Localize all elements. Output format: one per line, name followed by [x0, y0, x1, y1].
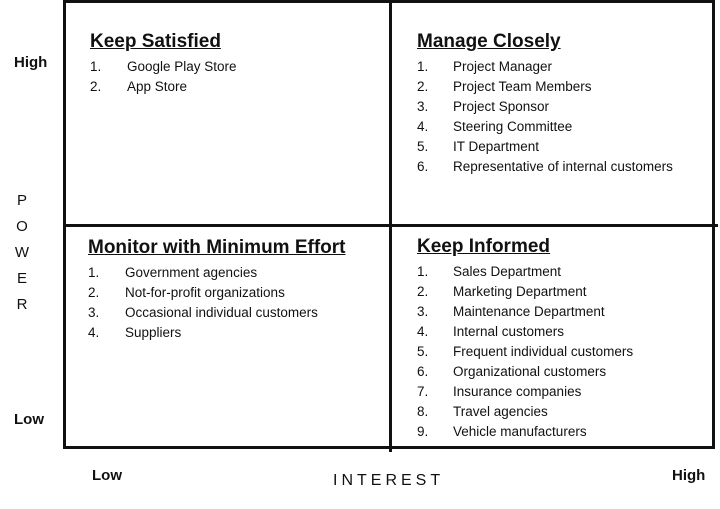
list-item — [417, 342, 633, 362]
list-item — [417, 77, 673, 97]
list-item-number: 1. — [88, 265, 100, 280]
list-item-number: 2. — [417, 284, 429, 299]
y-axis-title-letter: W — [14, 244, 30, 261]
list-item-number: 3. — [417, 304, 429, 319]
list-item-text: App Store — [127, 79, 188, 94]
y-axis-title-letter: E — [16, 270, 27, 287]
list-item — [417, 382, 633, 402]
x-axis-high-label: High — [672, 467, 706, 484]
list-item-text: Insurance companies — [453, 384, 582, 399]
quadrant-title: Keep Satisfied — [90, 31, 221, 52]
quadrant-manage-closely — [417, 27, 673, 177]
y-axis-title-letter: R — [16, 296, 28, 313]
list-item-text: IT Department — [453, 139, 540, 154]
list-item — [88, 323, 378, 343]
y-axis-low-label: Low — [14, 411, 44, 428]
list-item-text: Maintenance Department — [453, 304, 605, 319]
list-item-text: Sales Department — [453, 264, 562, 279]
list-item — [417, 362, 633, 382]
x-axis-low-label: Low — [92, 467, 122, 484]
list-item-number: 6. — [417, 364, 429, 379]
list-item — [90, 77, 237, 97]
list-item-text: Travel agencies — [453, 404, 548, 419]
list-item-text: Internal customers — [453, 324, 565, 339]
quadrant-keep-satisfied — [90, 27, 237, 97]
y-axis-title-letter: O — [16, 218, 28, 235]
list-item-text: Project Manager — [453, 59, 553, 74]
list-item-number: 8. — [417, 404, 429, 419]
list-item — [90, 57, 237, 77]
y-axis-high-label: High — [14, 54, 48, 71]
horizontal-divider — [63, 224, 718, 227]
x-axis-title: INTEREST — [333, 472, 445, 489]
quadrant-title: Keep Informed — [417, 236, 551, 257]
quadrant-list — [90, 57, 237, 97]
list-item-number: 4. — [417, 324, 429, 339]
list-item-number: 3. — [417, 99, 429, 114]
list-item-number: 2. — [417, 79, 429, 94]
list-item-number: 1. — [90, 59, 102, 74]
list-item — [88, 303, 378, 323]
list-item — [417, 157, 673, 177]
list-item-text: Project Sponsor — [453, 99, 550, 114]
list-item-number: 2. — [90, 79, 102, 94]
list-item — [417, 137, 673, 157]
list-item-number: 1. — [417, 59, 429, 74]
quadrant-title: Manage Closely — [417, 31, 561, 52]
list-item — [417, 302, 633, 322]
list-item-number: 4. — [88, 325, 100, 340]
quadrant-list — [417, 262, 633, 442]
list-item — [417, 402, 633, 422]
list-item-number: 9. — [417, 424, 429, 439]
list-item-text: Not-for-profit organizations — [125, 285, 285, 300]
list-item-number: 3. — [88, 305, 100, 320]
list-item — [417, 262, 633, 282]
list-item-text: Government agencies — [125, 265, 258, 280]
list-item-text: Google Play Store — [127, 59, 237, 74]
list-item — [417, 57, 673, 77]
y-axis-title-letter: P — [16, 192, 27, 209]
quadrant-list — [88, 263, 378, 343]
list-item-number: 5. — [417, 139, 429, 154]
list-item — [88, 263, 378, 283]
list-item-number: 7. — [417, 384, 429, 399]
quadrant-list — [417, 57, 673, 177]
list-item-text: Suppliers — [125, 325, 182, 340]
list-item-text: Vehicle manufacturers — [453, 424, 587, 439]
list-item-text: Occasional individual customers — [125, 305, 318, 320]
list-item-number: 5. — [417, 344, 429, 359]
quadrant-monitor-minimum-effort — [88, 232, 378, 343]
quadrant-keep-informed — [417, 232, 633, 442]
list-item-text: Organizational customers — [453, 364, 607, 379]
list-item-text: Project Team Members — [453, 79, 592, 94]
list-item-number: 6. — [417, 159, 429, 174]
quadrant-title: Monitor with Minimum Effort — [88, 237, 346, 258]
list-item-text: Marketing Department — [453, 284, 587, 299]
list-item — [417, 282, 633, 302]
list-item — [417, 322, 633, 342]
list-item — [417, 97, 673, 117]
y-axis-title — [12, 188, 32, 318]
list-item-text: Frequent individual customers — [453, 344, 634, 359]
list-item — [88, 283, 378, 303]
list-item-number: 1. — [417, 264, 429, 279]
list-item-text: Representative of internal customers — [453, 159, 673, 174]
list-item-number: 4. — [417, 119, 429, 134]
list-item — [417, 117, 673, 137]
list-item-text: Steering Committee — [453, 119, 573, 134]
list-item — [417, 422, 633, 442]
list-item-number: 2. — [88, 285, 100, 300]
